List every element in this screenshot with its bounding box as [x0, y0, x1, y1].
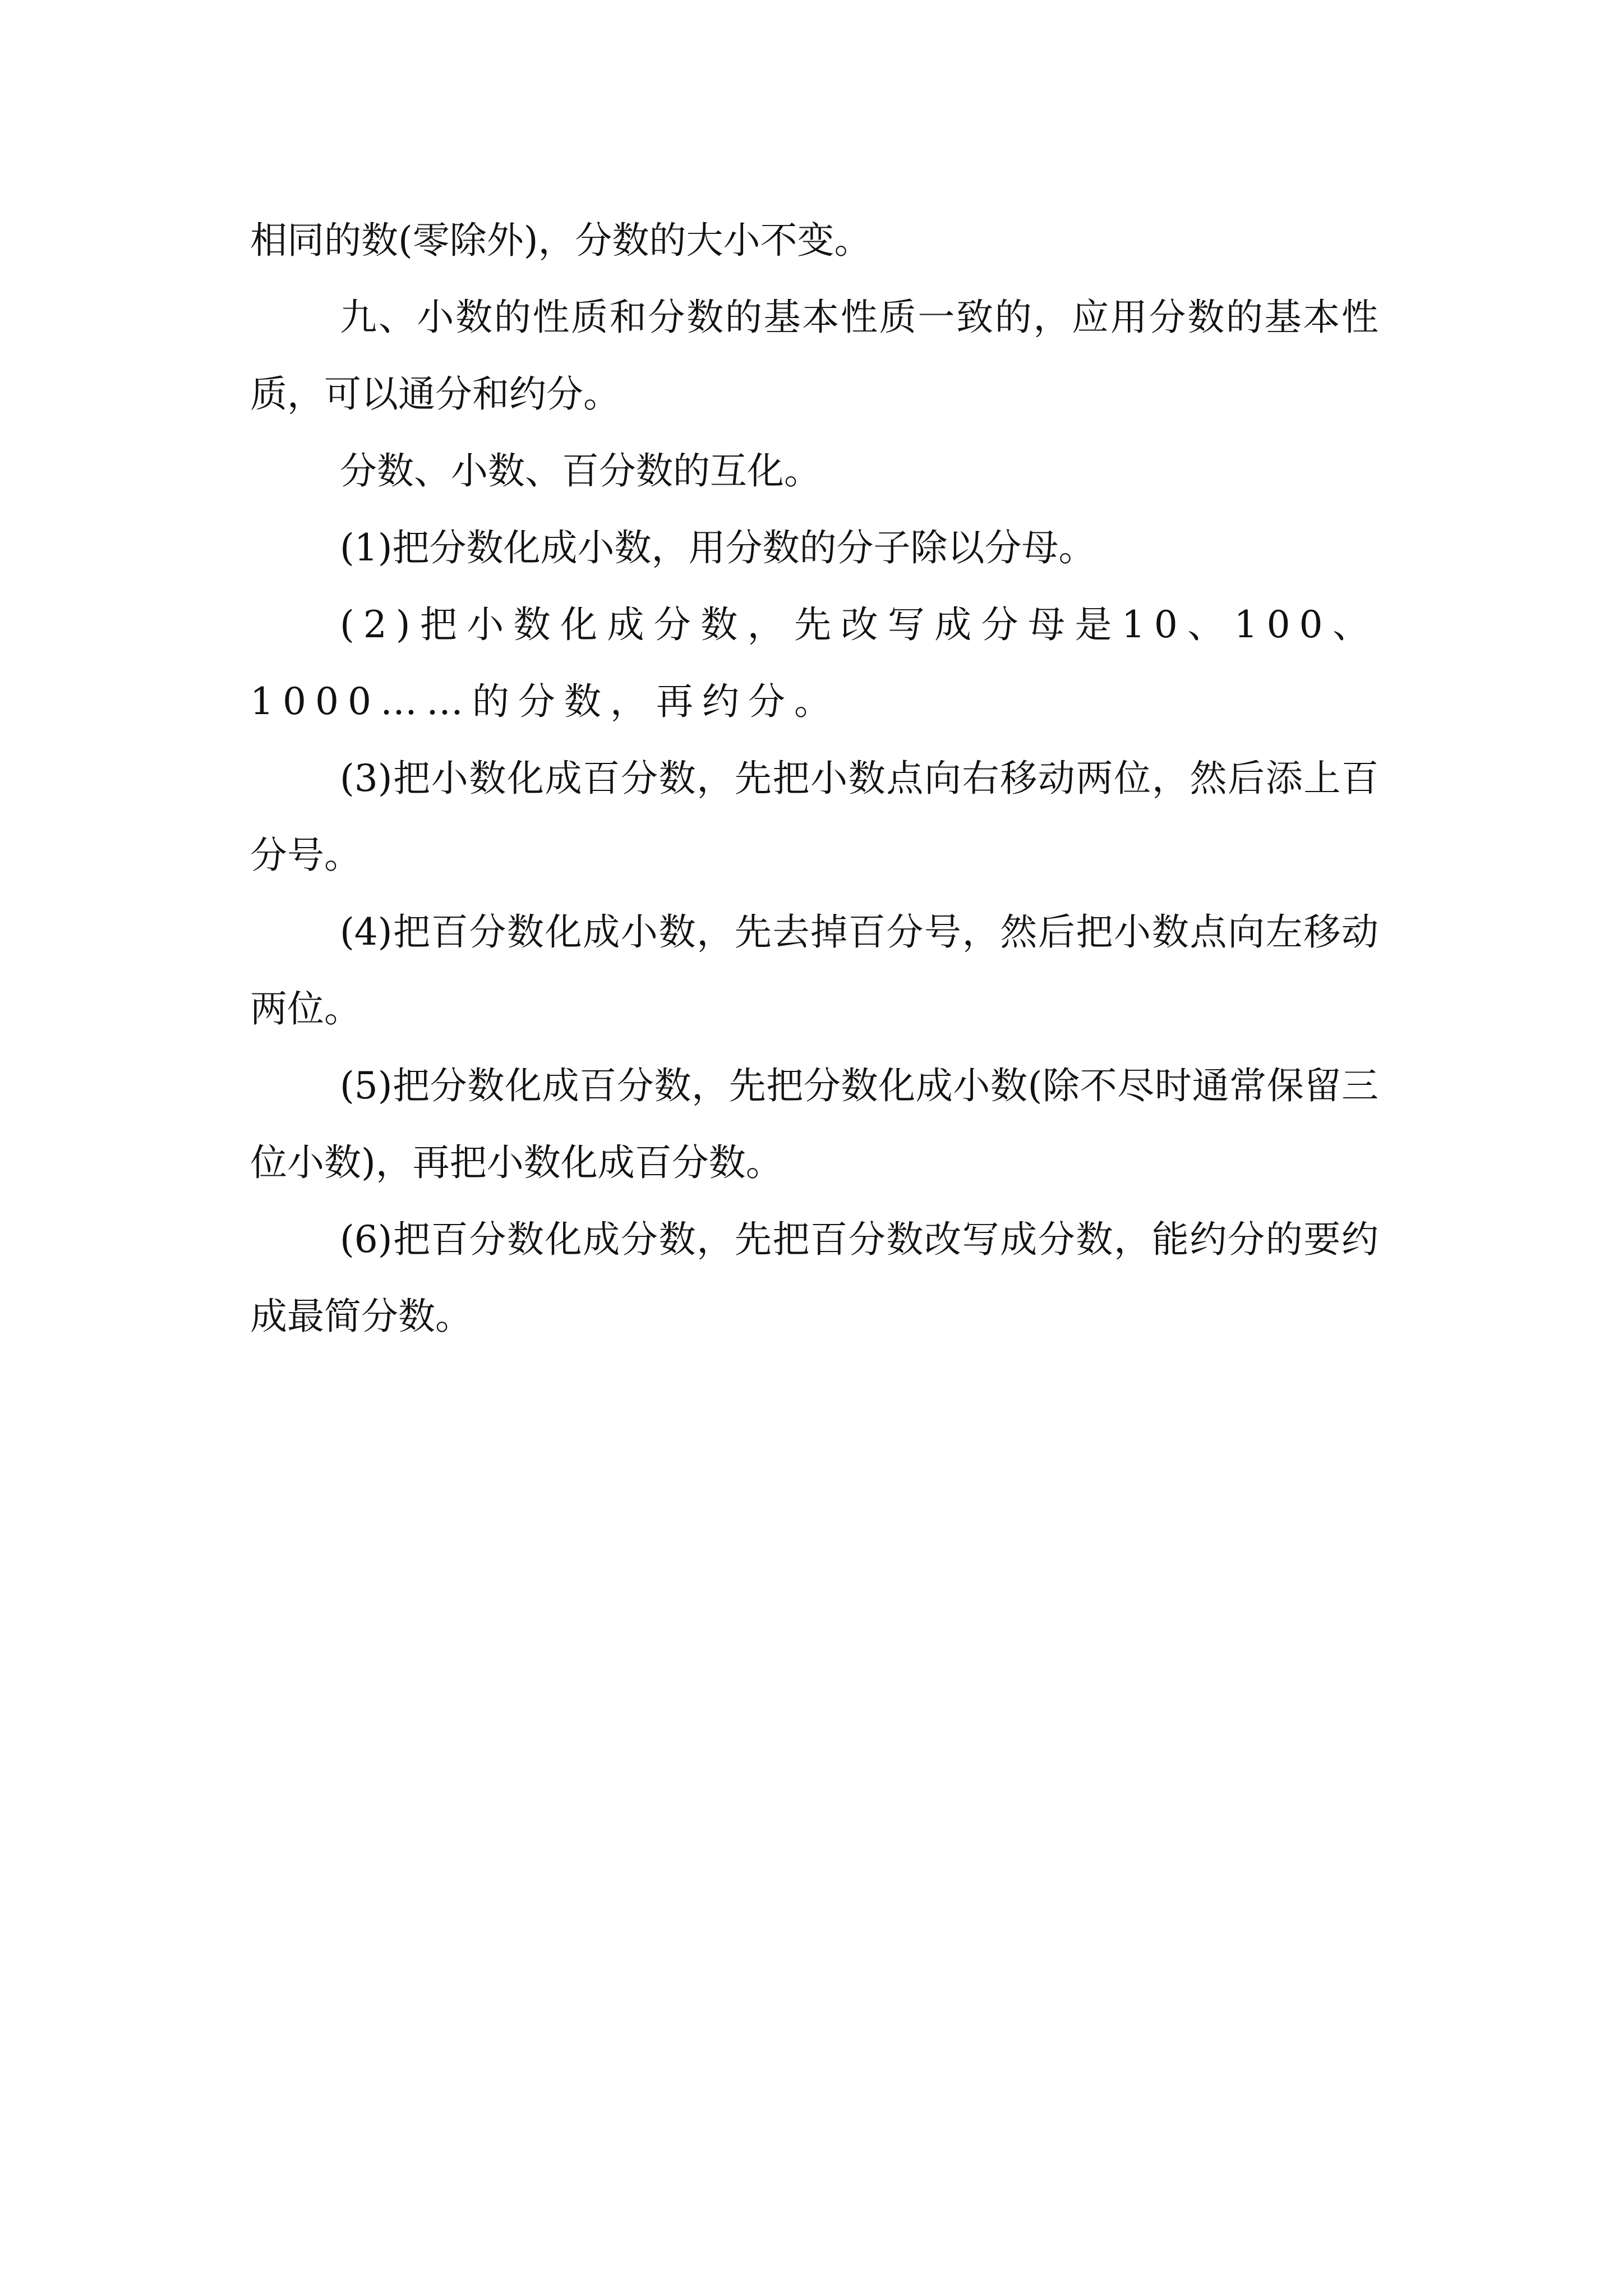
paragraph-rule-4: (4)把百分数化成小数，先去掉百分号，然后把小数点向左移动两位。	[250, 910, 1378, 1030]
paragraph-rule-6: (6)把百分数化成分数，先把百分数改写成分数，能约分的要约成最简分数。	[250, 1218, 1378, 1338]
paragraph-fraction-property-end: 相同的数(零除外)，分数的大小不变。	[250, 219, 872, 262]
paragraph-conversion-heading: 分数、小数、百分数的互化。	[340, 449, 821, 493]
paragraph-rule-1: (1)把分数化成小数，用分数的分子除以分母。	[340, 526, 1096, 569]
paragraph-rule-5: (5)把分数化成百分数，先把分数化成小数(除不尽时通常保留三位小数)，再把小数化成百分数。	[250, 1064, 1378, 1184]
paragraph-rule-3: (3)把小数化成百分数，先把小数点向右移动两位，然后添上百分号。	[250, 757, 1378, 877]
paragraph-rule-2: (2)把小数化成分数，先改写成分母是10、100、1000……的分数，再约分。	[250, 603, 1378, 723]
paragraph-nine-decimal-property: 九、小数的性质和分数的基本性质一致的，应用分数的基本性质，可以通分和约分。	[250, 296, 1378, 416]
document-body	[250, 202, 1378, 1355]
